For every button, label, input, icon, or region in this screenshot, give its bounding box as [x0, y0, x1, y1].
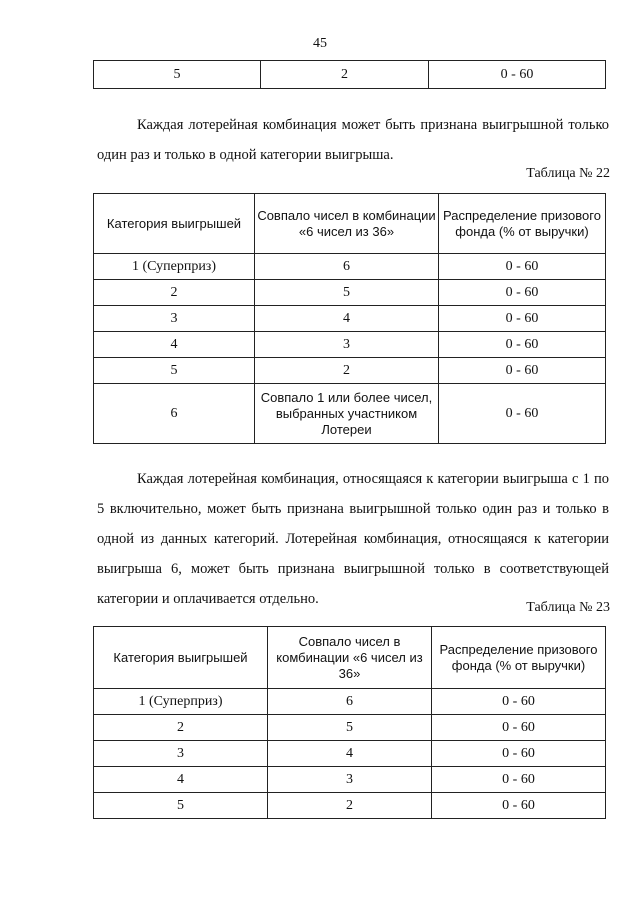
table-cell: 0 - 60	[432, 767, 606, 793]
table-cell: 1 (Суперприз)	[94, 254, 255, 280]
table-cell: 4	[268, 741, 432, 767]
table-cell: 3	[94, 306, 255, 332]
table-cell: 2	[94, 715, 268, 741]
header-distribution: Распределение призового фонда (% от выручки)	[439, 194, 606, 254]
table-row	[94, 384, 606, 444]
table-row	[94, 254, 606, 280]
table-cell: 0 - 60	[439, 384, 606, 444]
table-cell: 6	[255, 254, 439, 280]
page-number: 45	[313, 36, 327, 51]
table-header-row	[94, 194, 606, 254]
table-cell: 5	[94, 61, 261, 89]
table-row	[94, 741, 606, 767]
table-cell: 4	[94, 332, 255, 358]
table-cell: 1 (Суперприз)	[94, 689, 268, 715]
paragraph-2	[97, 464, 609, 614]
table-cell: 2	[94, 280, 255, 306]
table-cell: 4	[94, 767, 268, 793]
table-row	[94, 689, 606, 715]
paragraph-text: Каждая лотерейная комбинация, относящаяся к категории выигрыша с 1 по 5 включительно, может быть признана выигрышной только один раз и только в одной из данных категорий. Лотерейная комбинация, относящаяся к категории выигрыша 6, может быть признана выигрышной только в соответствующей категории и оплачивается отдельно.	[97, 471, 609, 607]
table-cell: 6	[94, 384, 255, 444]
table-cell: 3	[255, 332, 439, 358]
header-matches: Совпало чисел в комбинации «6 чисел из 36»	[255, 194, 439, 254]
table-cell: 0 - 60	[439, 332, 606, 358]
table-row	[94, 306, 606, 332]
table-row	[94, 332, 606, 358]
table-cell: 2	[255, 358, 439, 384]
table-23	[93, 626, 606, 819]
header-category: Категория выигрышей	[94, 194, 255, 254]
table-cell: 4	[255, 306, 439, 332]
table-cell: 0 - 60	[439, 254, 606, 280]
table-row	[94, 793, 606, 819]
table-cell: 2	[261, 61, 429, 89]
table-22	[93, 193, 606, 444]
table-cell: Совпало 1 или более чисел, выбранных участником Лотереи	[255, 384, 439, 444]
header-matches: Совпало чисел в комбинации «6 чисел из 36»	[268, 627, 432, 689]
header-category: Категория выигрышей	[94, 627, 268, 689]
table-cell: 5	[94, 793, 268, 819]
table-cell: 0 - 60	[439, 306, 606, 332]
paragraph-text: Каждая лотерейная комбинация может быть признана выигрышной только один раз и только в одной категории выигрыша.	[97, 117, 609, 163]
table-cell: 0 - 60	[432, 793, 606, 819]
table-cell: 5	[268, 715, 432, 741]
continued-table-row	[93, 60, 606, 89]
table-cell: 5	[94, 358, 255, 384]
table-row	[94, 358, 606, 384]
table-cell: 0 - 60	[432, 741, 606, 767]
table-cell: 5	[255, 280, 439, 306]
table-row	[94, 280, 606, 306]
table-23-caption: Таблица № 23	[526, 600, 610, 615]
table-cell: 0 - 60	[439, 280, 606, 306]
table-row	[94, 767, 606, 793]
table-22-caption: Таблица № 22	[526, 166, 610, 181]
table-cell: 3	[268, 767, 432, 793]
table-row	[94, 715, 606, 741]
table-cell: 0 - 60	[432, 715, 606, 741]
table-cell: 0 - 60	[429, 61, 606, 89]
header-distribution: Распределение призового фонда (% от выручки)	[432, 627, 606, 689]
table-cell: 0 - 60	[432, 689, 606, 715]
table-cell: 0 - 60	[439, 358, 606, 384]
table-header-row	[94, 627, 606, 689]
table-cell: 2	[268, 793, 432, 819]
table-cell: 3	[94, 741, 268, 767]
table-cell: 6	[268, 689, 432, 715]
paragraph-1	[97, 110, 609, 170]
